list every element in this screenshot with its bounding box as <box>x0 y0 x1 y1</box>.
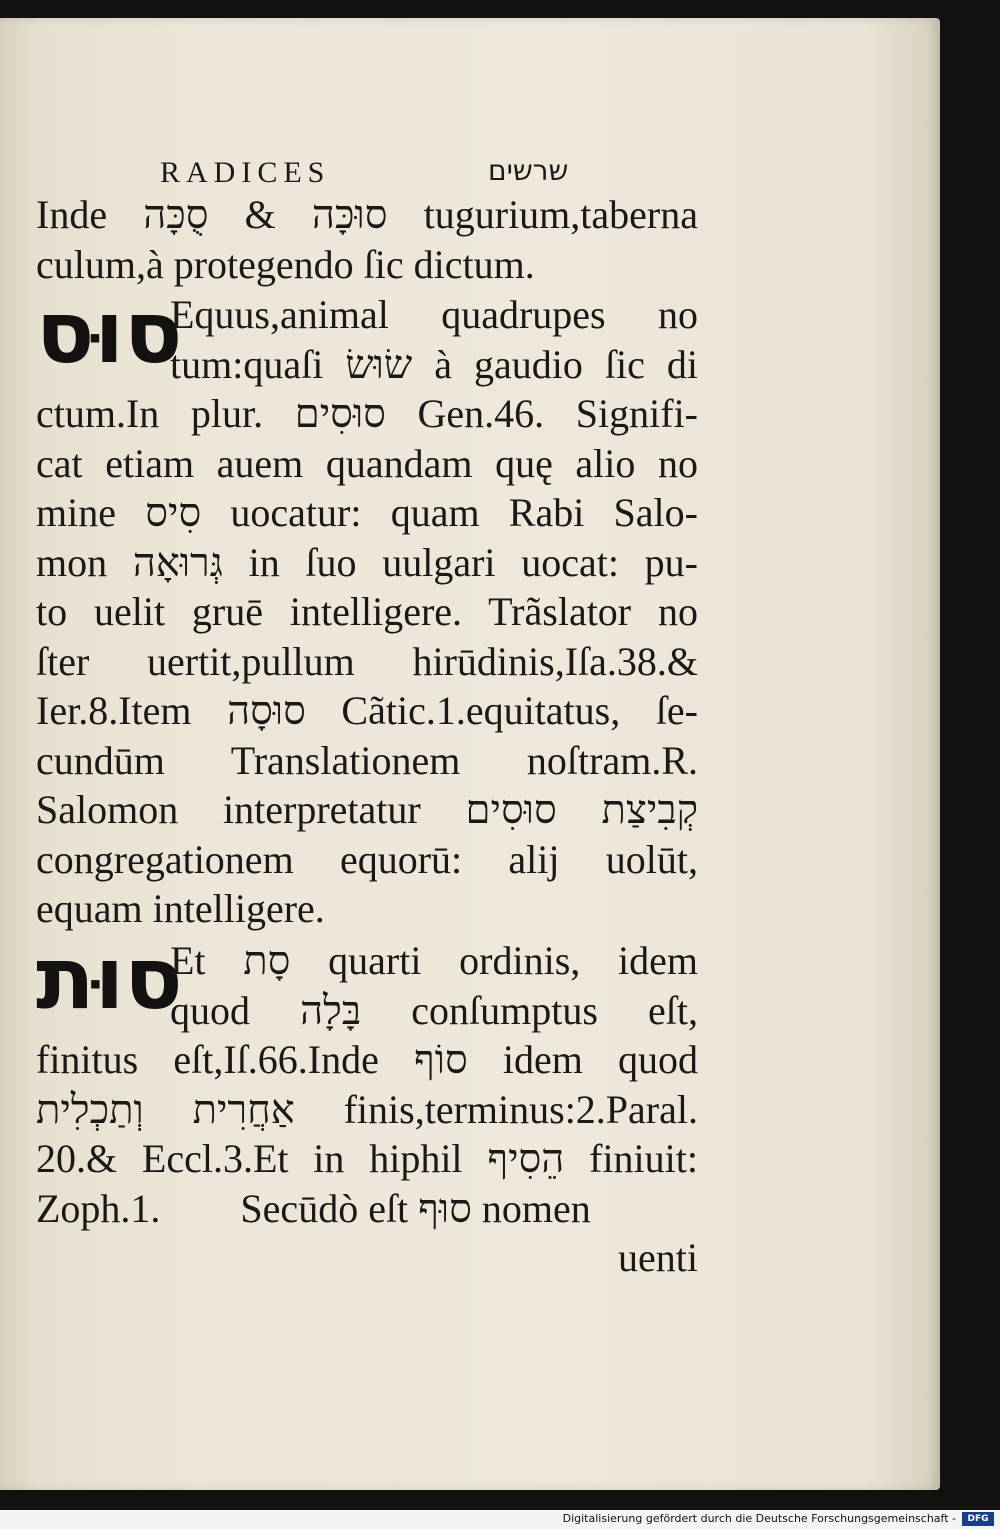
text-line: Ier.8.Item סוּסָה Cãtic.1.equitatus, ſe- <box>36 688 698 733</box>
text-line: Inde סוּכָּה & סֻכָּה tugurium,taberna <box>36 192 698 237</box>
text-line: ſter uertit,pullum hirūdinis,Iſa.38.& <box>36 638 698 684</box>
text-line: quod בָּלָה conſumptus eſt, <box>170 987 698 1033</box>
text-line: to uelit gruē intelligere. Trãslator no <box>36 589 698 634</box>
text-line: mon גְּרוּאָה in ſuo uulgari uocat: pu- <box>36 539 698 585</box>
digitization-footer <box>0 1510 1000 1529</box>
dfg-logo: DFG <box>962 1512 994 1526</box>
entry-sus <box>36 283 698 934</box>
header-latin: RADICES <box>160 156 331 189</box>
footer-credit: Digitalisierung gefördert durch die Deutsche Forschungsgemeinschaft - <box>562 1512 956 1525</box>
text-line: Equus,animal quadrupes no <box>170 292 698 337</box>
text-line: equam intelligere. <box>36 886 325 931</box>
text-line: mine סִיס uocatur: quam Rabi Salo- <box>36 490 698 535</box>
text-line: אַחֲרִית וְתַכְלִית finis,terminus:2.Paral. <box>36 1086 698 1132</box>
text-line: tum:quaſi שׂוּשׂ à gaudio ſic di <box>170 341 698 387</box>
text-line: 20.& Eccl.3.Et in hiphil הֵסִיף finiuit: <box>36 1136 698 1181</box>
text-line: Zoph.1. Secūdò eſt סוּף nomen <box>36 1185 591 1231</box>
text-line: finitus eſt,Iſ.66.Inde סוֹף idem quod <box>36 1037 698 1082</box>
text-line: Et סָת quarti ordinis, idem <box>170 938 698 983</box>
text-line: congregationem equorū: alij uolūt, <box>36 836 698 882</box>
catchword: uenti <box>618 1235 698 1280</box>
header-hebrew: שרשים <box>488 154 569 187</box>
text-line: Salomon interpretatur קְבִיצַת סוּסִים <box>36 787 698 832</box>
entry-suf <box>36 929 698 1283</box>
book-page <box>0 18 940 1490</box>
text-line: cundūm Translationem noſtram.R. <box>36 737 698 783</box>
text-line: culum,à protegendo ſic dictum. <box>36 241 535 287</box>
text-line: cat etiam auem quandam quę alio no <box>36 440 698 486</box>
entry-headword-sus: סוּס <box>36 283 183 383</box>
paragraph-sukkah <box>36 190 698 289</box>
text-line: ctum.In plur. סוּסִים Gen.46. Signifi- <box>36 391 698 436</box>
entry-headword-suf: סוּת <box>36 929 183 1029</box>
